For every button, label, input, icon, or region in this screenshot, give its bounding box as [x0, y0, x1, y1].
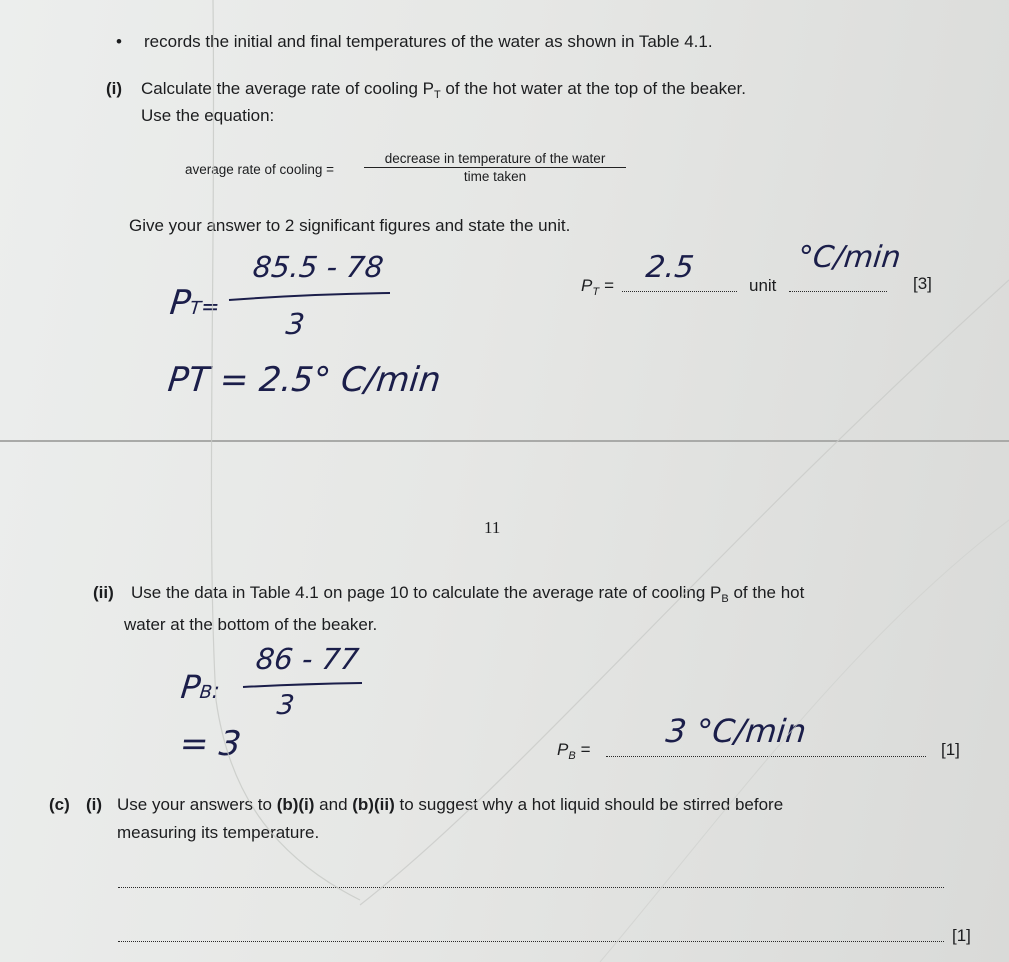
part-ii-question-line2: water at the bottom of the beaker. — [124, 615, 378, 634]
page-number: 11 — [484, 518, 501, 537]
equation-numerator: decrease in temperature of the water — [384, 151, 606, 166]
part-ii-label: (ii) — [93, 583, 114, 602]
equation-fraction — [364, 151, 626, 184]
work-pt-label: PT= — [167, 283, 221, 323]
bullet-text: records the initial and final temperatures of the water as shown in Table 4.1. — [144, 32, 713, 51]
part-ii-question: Use the data in Table 4.1 on page 10 to calculate the average rate of cooling $P_B$ of the hot — [131, 583, 805, 605]
marks-c: [1] — [952, 926, 971, 945]
marks-i: [3] — [913, 274, 932, 293]
unit-line[interactable] — [789, 291, 887, 292]
part-i-question: Calculate the average rate of cooling $P_T$ of the hot water at the top of the beaker. — [141, 79, 746, 101]
work-pt-numerator: 85.5 - 78 — [251, 250, 386, 284]
page-divider — [0, 440, 1009, 442]
use-equation-text: Use the equation: — [141, 106, 275, 125]
answer-pb-label: $P_B$ = — [557, 740, 591, 762]
part-c-question-line2: measuring its temperature. — [117, 823, 320, 842]
equation-lhs: average rate of cooling = — [185, 162, 334, 177]
work-pt-result: PT = 2.5° C/min — [165, 360, 443, 400]
answer-c-line-1[interactable] — [118, 887, 944, 888]
answer-pb-line[interactable] — [606, 756, 926, 757]
part-c-label: (c) — [49, 795, 70, 814]
part-i-label: (i) — [106, 79, 123, 98]
part-c-sublabel: (i) — [86, 795, 103, 814]
work-pt-denominator: 3 — [284, 307, 307, 341]
answer-c-line-2[interactable] — [118, 941, 944, 942]
answer-pt-value: 2.5 — [644, 250, 696, 285]
equation-denominator: time taken — [463, 169, 527, 184]
work-pb-result: = 3 — [177, 724, 244, 764]
answer-pb-value: 3 °C/min — [664, 712, 808, 750]
work-pb-numerator: 86 - 77 — [254, 642, 361, 676]
unit-label: unit — [749, 276, 777, 295]
unit-value: °C/min — [796, 240, 903, 275]
answer-pt-label: $P_T$ = — [581, 276, 614, 298]
work-pb-denominator: 3 — [275, 690, 296, 721]
part-c-question: Use your answers to (b)(i) and (b)(ii) to suggest why a hot liquid should be stirred before — [117, 795, 784, 814]
instruction-text: Give your answer to 2 significant figures and state the unit. — [129, 216, 571, 235]
bullet-icon: • — [116, 32, 122, 51]
work-pb-label: PB: — [179, 668, 221, 706]
marks-ii: [1] — [941, 740, 960, 759]
answer-pt-line[interactable] — [622, 291, 737, 292]
